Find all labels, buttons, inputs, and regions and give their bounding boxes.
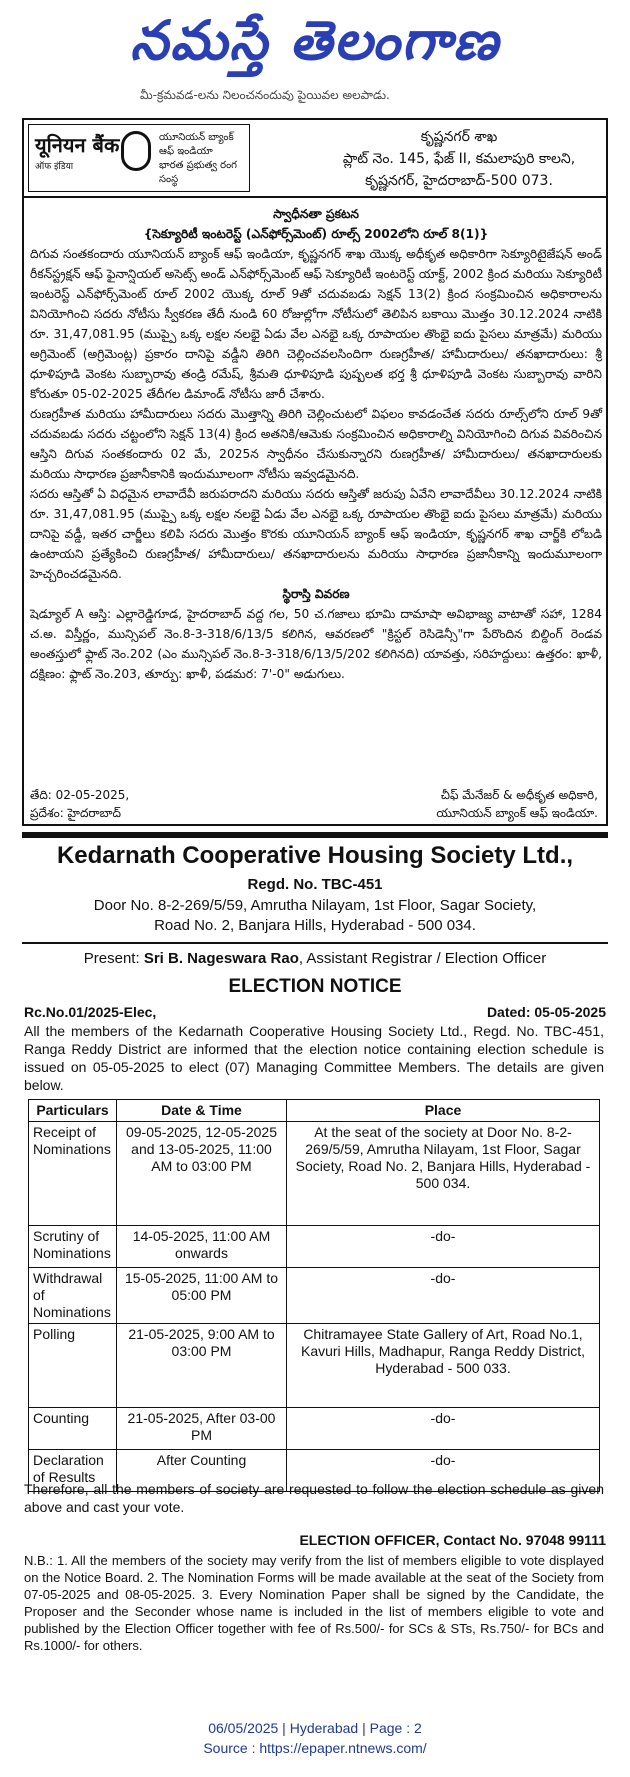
table-cell: Counting — [29, 1408, 117, 1450]
divider — [22, 942, 608, 944]
logo-hindi-subtext: ऑफ इंडिया — [35, 162, 74, 172]
table-cell: Receipt of Nominations — [29, 1122, 117, 1226]
bank-logo-icon — [121, 131, 151, 171]
table-header-row — [29, 1100, 600, 1122]
election-officer-contact: ELECTION OFFICER, Contact No. 97048 99111 — [299, 1532, 606, 1548]
newspaper-title: నమస్తే తెలంగాణ — [130, 8, 500, 72]
election-schedule-table — [28, 1099, 600, 1492]
table-row — [29, 1268, 600, 1324]
newspaper-masthead — [0, 0, 630, 80]
reference-number: Rc.No.01/2025-Elec, — [24, 1004, 157, 1020]
society-address-line-1: Door No. 8-2-269/5/59, Amrutha Nilayam, 1st Floor, Sagar Society, — [93, 897, 537, 914]
notice-subheading: {సెక్యూరిటీ ఇంటరెస్ట్ (ఎన్‌ఫోర్స్‌మెంట్) రూల్స్ 2002లోని రూల్ 8(1)} — [143, 227, 489, 241]
table-cell: At the seat of the society at Door No. 8-2-269/5/59, Amrutha Nilayam, 1st Floor, Sagar Society, Road No. 2, Banjara Hills, Hyderabad - 500 034. — [287, 1122, 600, 1226]
column-header: Particulars — [29, 1100, 117, 1122]
table-cell: 15-05-2025, 11:00 AM to 05:00 PM — [117, 1268, 287, 1324]
property-description: షెడ్యూల్ A ఆస్తి: ఎల్లారెడ్డిగూడ, హైదరాబాద్ వద్ద గల, 50 చ.గజాలు భూమి దామాషా అవిభాజ్య వాటాతో సహా, 1284 చ.అ. విస్తీర్ణం, మున్సిపల్ నెం.8-3-318/6/13/5 కలిగిన, ఆవరణలో "క్రిస్టల్ రెసిడెన్సీ"గా పేరొందిన బిల్డింగ్ రెండవ అంతస్తులో ఫ్లాట్ నెం.202 (ఎం మున్సిపల్ నెం.8-3-318/6/13/5/202 కలిగినది) యావత్తు, సరిహద్దులు: ఉత్తరం: ఖాళీ, దక్షిణం: ఫ్లాట్ నెం.203, తూర్పు: ఖాళీ, పడమర: 7'-0" అడుగులు. — [30, 607, 602, 681]
table-cell: 21-05-2025, After 03-00 PM — [117, 1408, 287, 1450]
bank-header — [24, 120, 606, 198]
signatory-title: చీఫ్ మేనేజర్ & అధీకృత అధికారి, — [440, 788, 598, 802]
union-bank-logo — [28, 124, 250, 192]
notice-heading: స్వాధీనతా ప్రకటన — [273, 207, 359, 221]
table-row — [29, 1122, 600, 1226]
table-cell: -do- — [287, 1268, 600, 1324]
bank-notice-body — [30, 204, 602, 684]
election-notice-ad — [22, 842, 608, 1653]
bank-notice-footer — [30, 786, 602, 822]
table-cell: Scrutiny of Nominations — [29, 1226, 117, 1268]
page-footer — [0, 1718, 630, 1758]
society-name: Kedarnath Cooperative Housing Society Ltd., — [56, 842, 574, 869]
table-cell: 09-05-2025, 12-05-2025 and 13-05-2025, 11:00 AM to 03:00 PM — [117, 1122, 287, 1226]
officer-role: , Assistant Registrar / Election Officer — [298, 950, 547, 967]
edition-info: 06/05/2025 | Hyderabad | Page : 2 — [208, 1720, 422, 1736]
section-divider — [22, 832, 608, 838]
table-row — [29, 1226, 600, 1268]
election-intro: All the members of the Kedarnath Cooperative Housing Society Ltd., Regd. No. TBC-451, Ranga Reddy District are informed that the election notice containing election schedule is issued on 05-05-2025 to elect (07) Managing Committee Members. The details are given below. — [24, 1023, 604, 1093]
signatory — [436, 786, 598, 822]
branch-address — [314, 126, 604, 192]
branch-name: కృష్ణనగర్ శాఖ — [420, 129, 498, 145]
society-address-line-2: Road No. 2, Banjara Hills, Hyderabad - 500 034. — [154, 917, 476, 934]
branch-address-line-2: కృష్ణనగర్, హైదరాబాద్-500 073. — [365, 173, 553, 189]
source-link[interactable]: Source : https://epaper.ntnews.com/ — [203, 1740, 427, 1756]
table-cell: Declaration of Results — [29, 1450, 117, 1492]
notice-paragraph-1: దిగువ సంతకందారు యూనియన్ బ్యాంక్ ఆఫ్ ఇండియా, కృష్ణనగర్ శాఖ యొక్క అధీకృత అధికారిగా సెక్యూరిటైజేషన్ అండ్ రీకన్‌స్ట్రక్షన్ ఆఫ్ ఫైనాన్షియల్ అసెట్స్ అండ్ ఎన్‌ఫోర్స్‌మెంట్ ఆఫ్ సెక్యూరిటీ ఇంటరెస్ట్ యాక్ట్, 2002 క్రింద మరియు సెక్యూరిటీ ఇంటరెస్ట్ ఎన్‌ఫోర్స్‌మెంట్ రూల్ 2002 యొక్క రూల్ 9తో చదువబడు సెక్షన్ 13(2) క్రింద సంక్రమించిన అధికారాలను వినియోగించి సదరు నోటీసు స్వీకరణ తేదీ నుండి 60 రోజుల్లోగా నోటీసులో తెలిపిన బకాయి మొత్తం 30.12.2024 నాటికి రూ. 31,47,081.95 (ముప్పై ఒక్క లక్షల నలభై ఏడు వేల ఎనభై ఒక్క రూపాయల తొంభై ఐదు పైసలు మాత్రమే) మరియు అగ్రిమెంట్ (అగ్రిమెంట్ల) ప్రకారం దానిపై వడ్డీని తిరిగి చెల్లించవలసిందిగా రుణగ్రహీత/ హామీదారులు/ తనఖాదారులు: శ్రీ ధూళిపూడి వెంకట సుబ్బారావు తండ్రి రమేష్, శ్రీమతి ధూళిపూడి పుష్పలత భర్త శ్రీ ధూళిపూడి వెంకట సుబ్బారావు వారిని కోరుతూ 05-02-2025 తేదీగల డిమాండ్ నోటీసు జారీ చేశారు. — [30, 247, 602, 401]
column-header: Place — [287, 1100, 600, 1122]
table-cell: -do- — [287, 1226, 600, 1268]
notice-dated: Dated: 05-05-2025 — [486, 1004, 606, 1020]
column-header: Date & Time — [117, 1100, 287, 1122]
bank-possession-notice — [22, 118, 608, 826]
table-cell: 21-05-2025, 9:00 AM to 03:00 PM — [117, 1324, 287, 1408]
cut-off-text-line: మీ-క్రమవడ-లను నిలంచనందువు పైయివల అలపాడు. — [140, 88, 390, 102]
table-cell: -do- — [287, 1408, 600, 1450]
logo-telugu-text — [159, 131, 249, 187]
election-notice-title: ELECTION NOTICE — [228, 976, 402, 997]
notice-paragraph-2: రుణగ్రహీత మరియు హామీదారులు సదరు మొత్తాన్ని తిరిగి చెల్లించుటలో విఫలం కావడంచేత సదరు రూల్స్‌లోని రూల్ 9తో చదువబడు సదరు చట్టంలోని సెక్షన్ 13(4) క్రింద అతనికి/ఆమెకు సంక్రమించిన అధికారాల్ని వినియోగించి దిగువ వివరించిన ఆస్తిని దిగువ సంతకందారు 02 మే, 2025న స్వాధీనం చేసుకున్నారని రుణగ్రహీత/ హామీదారులు/ తనఖాదారులకు మరియు సాధారణ ప్రజానీకానికి ఇందుమూలంగా నోటీసు ఇవ్వడమైనది. — [30, 407, 602, 481]
branch-address-line-1: ప్లాట్ నెం. 145, ఫేజ్ II, కమలాపురి కాలని, — [342, 151, 576, 167]
therefore-paragraph: Therefore, all the members of society are requested to follow the election schedule as given above and cast your vote. — [24, 1481, 604, 1515]
table-cell: Polling — [29, 1324, 117, 1408]
property-heading: స్థిరాస్తి వివరణ — [282, 587, 350, 601]
logo-telugu-line-3: భారత ప్రభుత్వ రంగ సంస్థ — [159, 160, 237, 185]
registration-number: Regd. No. TBC-451 — [247, 876, 383, 893]
society-address — [22, 896, 608, 936]
table-cell: 14-05-2025, 11:00 AM onwards — [117, 1226, 287, 1268]
table-cell: Chitramayee State Gallery of Art, Road No.1, Kavuri Hills, Madhapur, Ranga Reddy District, Hyderabad - 500 033. — [287, 1324, 600, 1408]
nota-bene: N.B.: 1. All the members of the society may verify from the list of members eligible to vote displayed on the Notice Board. 2. The Nomination Forms will be made available at the seat of the Society from 07-05-2025 and 08-05-2025. 3. Every Nomination Paper shall be signed by the Candidate, the Proposer and the Seconder whose name is included in the list of members eligible to vote and published by the Election Officer together with fee of Rs.500/- for SCs & STs, Rs.750/- for BCs and Rs.1000/- for others. — [24, 1553, 604, 1653]
logo-telugu-line-2: ఆఫ్ ఇండియా — [159, 146, 213, 157]
notice-place: ప్రదేశం: హైదరాబాద్ — [30, 806, 121, 820]
signatory-bank: యూనియన్ బ్యాంక్ ఆఫ్ ఇండియా. — [436, 806, 598, 820]
present-label: Present: — [83, 950, 140, 967]
logo-hindi-text: यूनियन बैंक — [35, 133, 120, 157]
table-cell: After Counting — [117, 1450, 287, 1492]
table-cell: Withdrawal of Nominations — [29, 1268, 117, 1324]
notice-date: తేది: 02-05-2025, — [30, 788, 130, 802]
table-cell: -do- — [287, 1450, 600, 1492]
logo-telugu-line-1: యూనియన్ బ్యాంక్ — [159, 132, 234, 143]
notice-paragraph-3: సదరు ఆస్తితో ఏ విధమైన లావాదేవీ జరుపరాదని మరియు సదరు ఆస్తితో జరుపు ఏవేని లావాదేవీలు 30.12.2024 నాటికి రూ. 31,47,081.95 (ముప్పై ఒక్క లక్షల నలభై ఏడు వేల ఎనభై ఒక్క రూపాయల తొంభై ఐదు పైసలు మాత్రమే) మరియు దానిపై వడ్డీ, ఇతర చార్జీలు కలిపి సదరు మొత్తం కొరకు యూనియన్ బ్యాంక్ ఆఫ్ ఇండియా, కృష్ణనగర్ శాఖ చార్జ్‌కి లోబడి ఉంటాయని ప్రత్యేకించి రుణగ్రహీత/ హామీదారులు/ తనఖాదారులను మరియు సాధారణ ప్రజానీకాన్ని ఇందుమూలంగా హెచ్చరించడమైనది. — [30, 487, 602, 581]
officer-name: Sri B. Nageswara Rao — [143, 950, 299, 967]
present-officer — [22, 950, 608, 967]
table-row — [29, 1408, 600, 1450]
table-row — [29, 1324, 600, 1408]
